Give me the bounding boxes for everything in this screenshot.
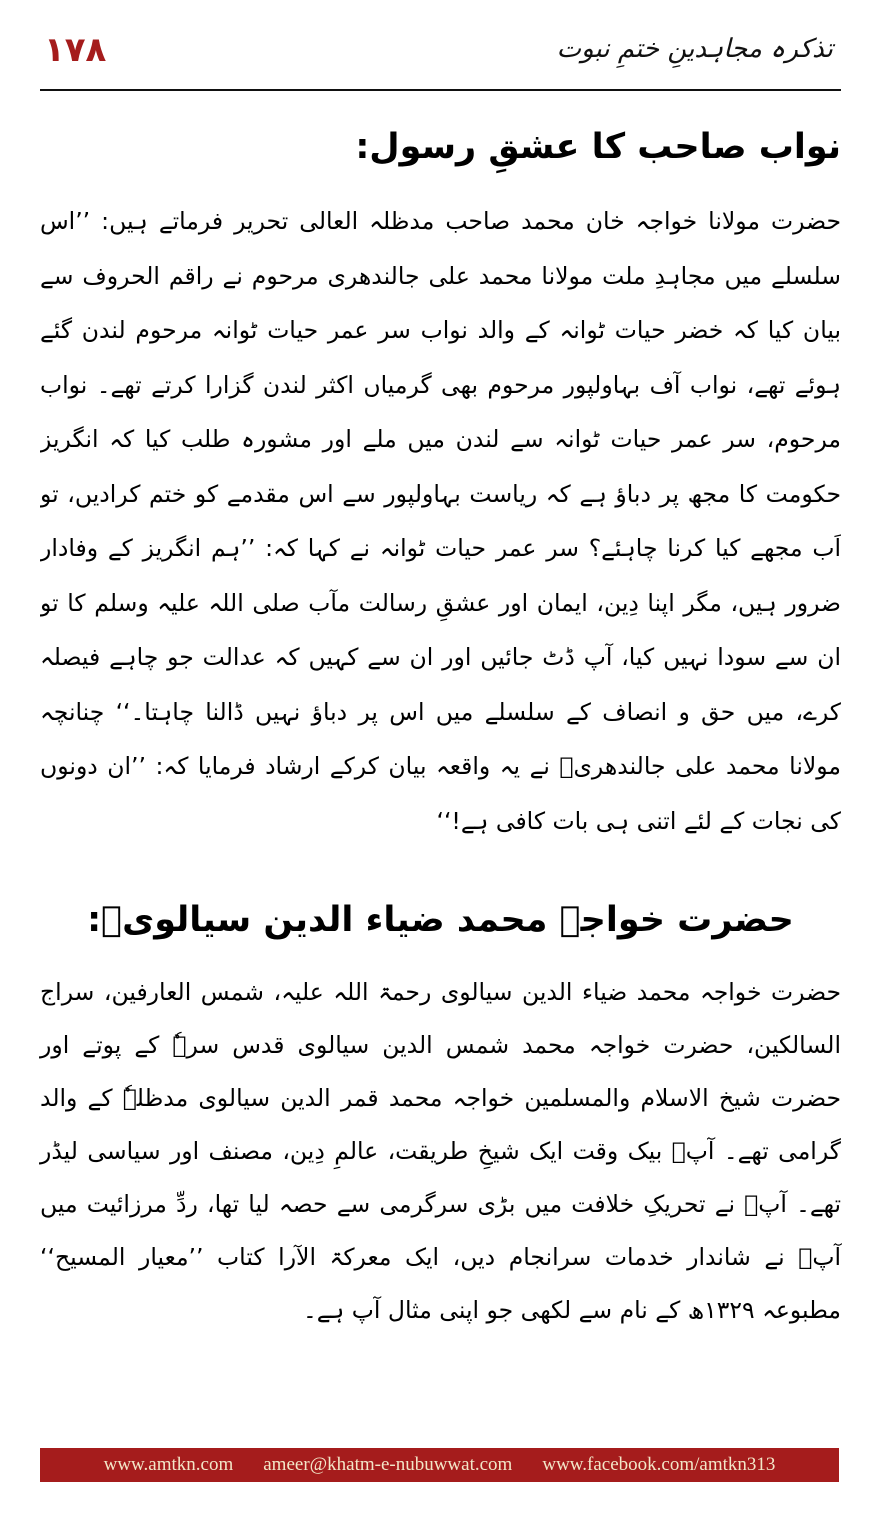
footer-website-link[interactable]: www.amtkn.com (103, 1454, 234, 1475)
footer-facebook-link[interactable]: www.facebook.com/amtkn313 (542, 1454, 776, 1475)
section-paragraph-khwaja-ziauddin: حضرت خواجہ محمد ضیاء الدین سیالوی رحمۃ اللہ علیہ، شمس العارفین، سراج السالکین، حضرت خواجہ محمد شمس الدین سیالوی قدس سرہٗ کے پوتے اور حضرت شیخ الاسلام والمسلمین خواجہ محمد قمر الدین سیالوی مدظلہٗ کے والد گرامی تھے۔ آپؒ بیک وقت ایک شیخِ طریقت، عالمِ دِین، مصنف اور سیاسی لیڈر تھے۔ آپؒ نے تحریکِ خلافت میں بڑی سرگرمی سے حصہ لیا تھا، ردِّ مرزائیت میں آپؒ نے شاندار خدمات سرانجام دیں، ایک معرکۃ الآرا کتاب ’’معیار المسیح‘‘ مطبوعہ ۱۳۲۹ھ کے نام سے لکھی جو اپنی مثال آپ ہے۔ (40, 978, 841, 1324)
header-divider (40, 89, 841, 91)
footer-bar (40, 1448, 839, 1482)
footer-email-link[interactable]: ameer@khatm-e-nubuwwat.com (263, 1454, 513, 1475)
section-heading-nawab: نواب صاحب کا عشقِ رسول: (355, 127, 841, 167)
section-heading-khwaja-ziauddin: حضرت خواجہ محمد ضیاء الدین سیالویؒ: (87, 900, 794, 940)
page-content (40, 100, 841, 1337)
section-paragraph-nawab: حضرت مولانا خواجہ خان محمد صاحب مدظلہ العالی تحریر فرماتے ہیں: ’’اس سلسلے میں مجاہدِ ملت مولانا محمد علی جالندھری مرحوم نے راقم الحروف سے بیان کیا کہ خضر حیات ٹوانہ کے والد نواب سر عمر حیات ٹوانہ مرحوم لندن گئے ہوئے تھے، نواب آف بہاولپور مرحوم بھی گرمیاں اکثر لندن گزارا کرتے تھے۔ نواب مرحوم، سر عمر حیات ٹوانہ سے لندن میں ملے اور مشورہ طلب کیا کہ انگریز حکومت کا مجھ پر دباؤ ہے کہ ریاست بہاولپور سے اس مقدمے کو ختم کرادیں، تو اَب مجھے کیا کرنا چاہئے؟ سر عمر حیات ٹوانہ نے کہا کہ: ’’ہم انگریز کے وفادار ضرور ہیں، مگر اپنا دِین، ایمان اور عشقِ رسالت مآب صلی اللہ علیہ وسلم کا تو ان سے سودا نہیں کیا، آپ ڈٹ جائیں اور ان سے کہیں کہ عدالت جو چاہے فیصلہ کرے، میں حق و انصاف کے سلسلے میں اس پر دباؤ نہیں ڈالنا چاہتا۔‘‘ چنانچہ مولانا محمد علی جالندھریؒ نے یہ واقعہ بیان کرکے ارشاد فرمایا کہ: ’’ان دونوں کی نجات کے لئے اتنی ہی بات کافی ہے!‘‘ (40, 207, 841, 835)
book-title-header: تذکرہ مجاہدینِ ختمِ نبوت (556, 34, 833, 64)
page-number: ١٧٨ (44, 30, 107, 70)
